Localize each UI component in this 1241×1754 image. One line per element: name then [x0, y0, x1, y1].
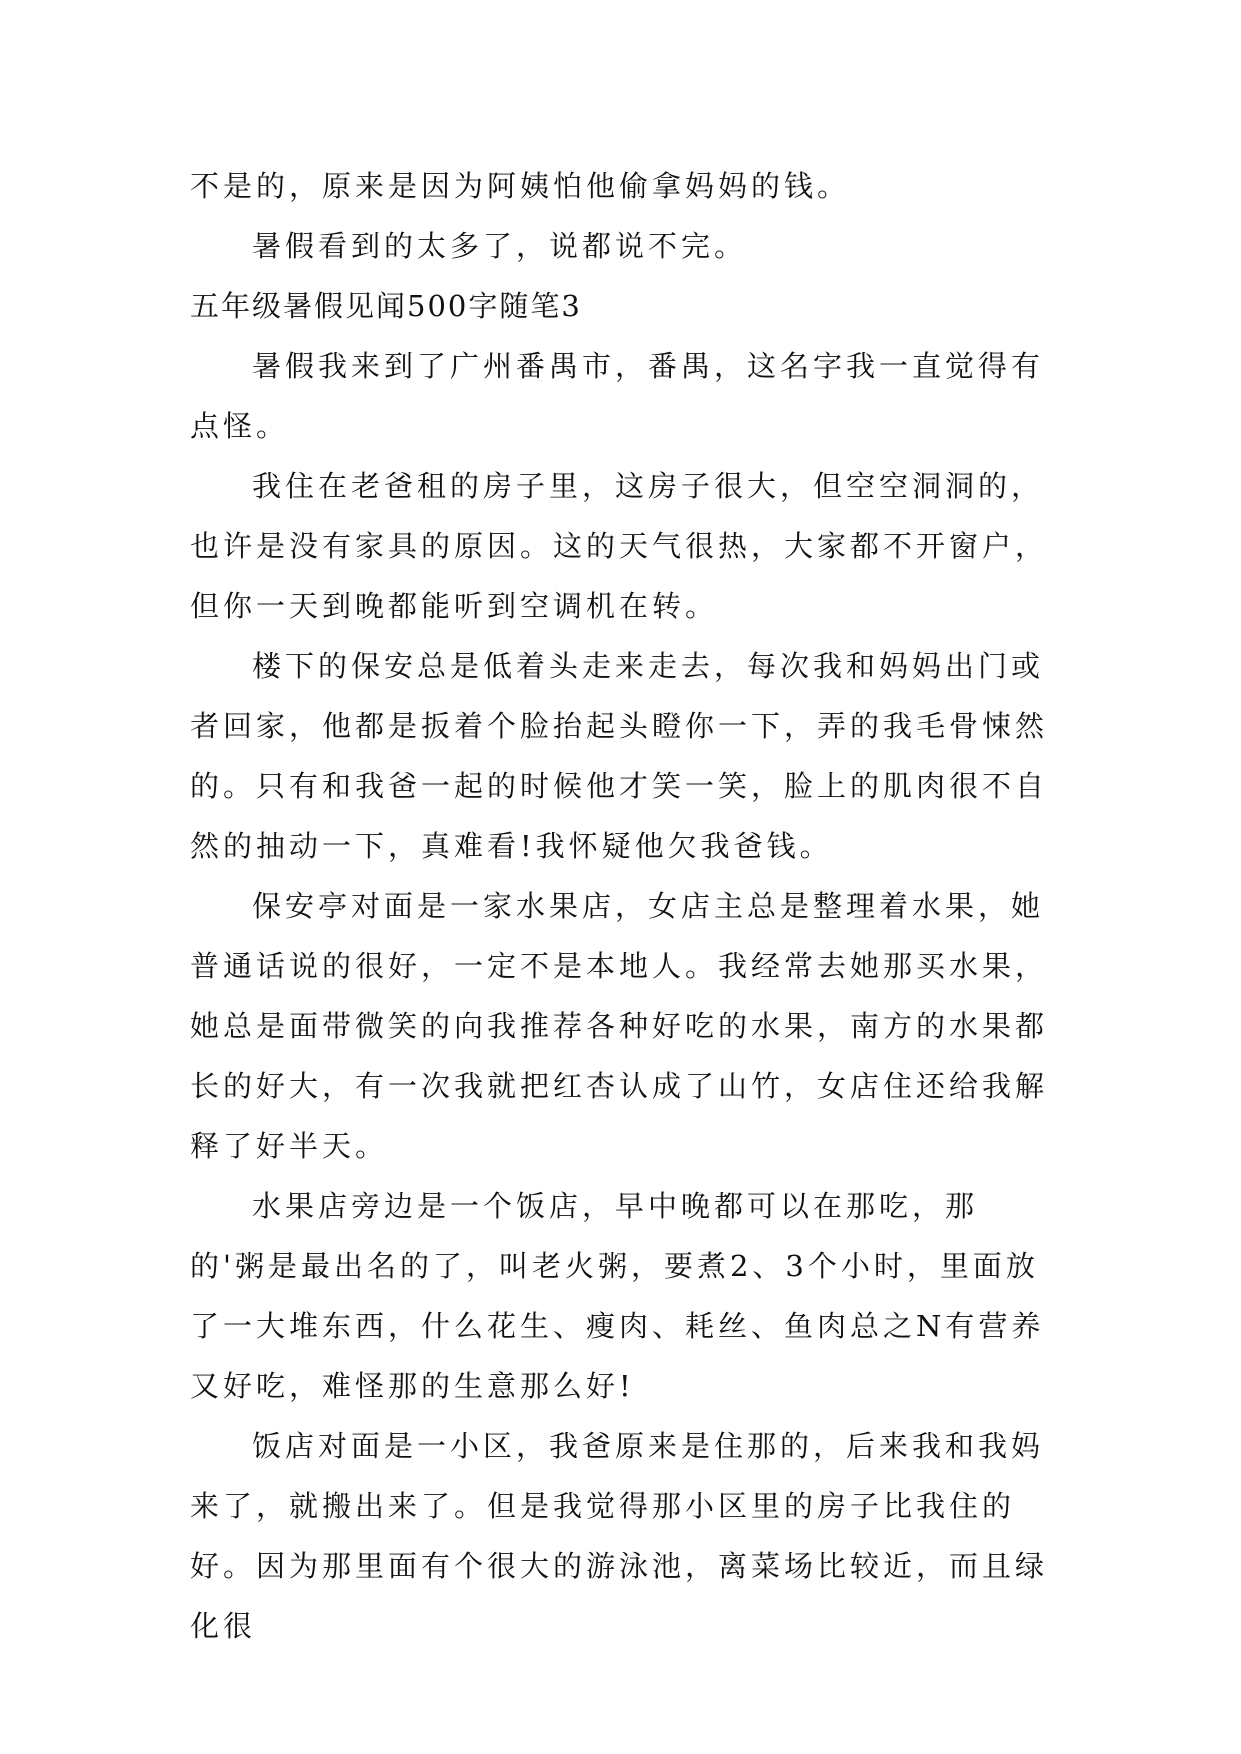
- paragraph: 不是的，原来是因为阿姨怕他偷拿妈妈的钱。: [190, 169, 851, 203]
- document-body: [190, 156, 1050, 1656]
- section-title: 五年级暑假见闻500字随笔3: [190, 289, 582, 323]
- paragraph: 水果店旁边是一个饭店，早中晚都可以在那吃，那的'粥是最出名的了，叫老火粥，要煮2、3个小时，里面放了一大堆东西，什么花生、瘦肉、耗丝、鱼肉总之N有营养又好吃，难怪那的生意那么好!: [190, 1189, 1045, 1403]
- paragraph: 我住在老爸租的房子里，这房子很大，但空空洞洞的，也许是没有家具的原因。这的天气很热，大家都不开窗户，但你一天到晚都能听到空调机在转。: [190, 469, 1049, 623]
- paragraph: 楼下的保安总是低着头走来走去，每次我和妈妈出门或者回家，他都是扳着个脸抬起头瞪你一下，弄的我毛骨悚然的。只有和我爸一起的时候他才笑一笑，脸上的肌肉很不自然的抽动一下，真难看!我怀疑他欠我爸钱。: [190, 649, 1049, 863]
- paragraph: 暑假看到的太多了，说都说不完。: [252, 229, 748, 263]
- paragraph: 暑假我来到了广州番禺市，番禺，这名字我一直觉得有点怪。: [190, 349, 1045, 443]
- paragraph: 饭店对面是一小区，我爸原来是住那的，后来我和我妈来了，就搬出来了。但是我觉得那小区里的房子比我住的好。因为那里面有个很大的游泳池，离菜场比较近，而且绿化很: [190, 1429, 1049, 1643]
- paragraph: 保安亭对面是一家水果店，女店主总是整理着水果，她普通话说的很好，一定不是本地人。我经常去她那买水果，她总是面带微笑的向我推荐各种好吃的水果，南方的水果都长的好大，有一次我就把红杏认成了山竹，女店住还给我解释了好半天。: [190, 889, 1049, 1163]
